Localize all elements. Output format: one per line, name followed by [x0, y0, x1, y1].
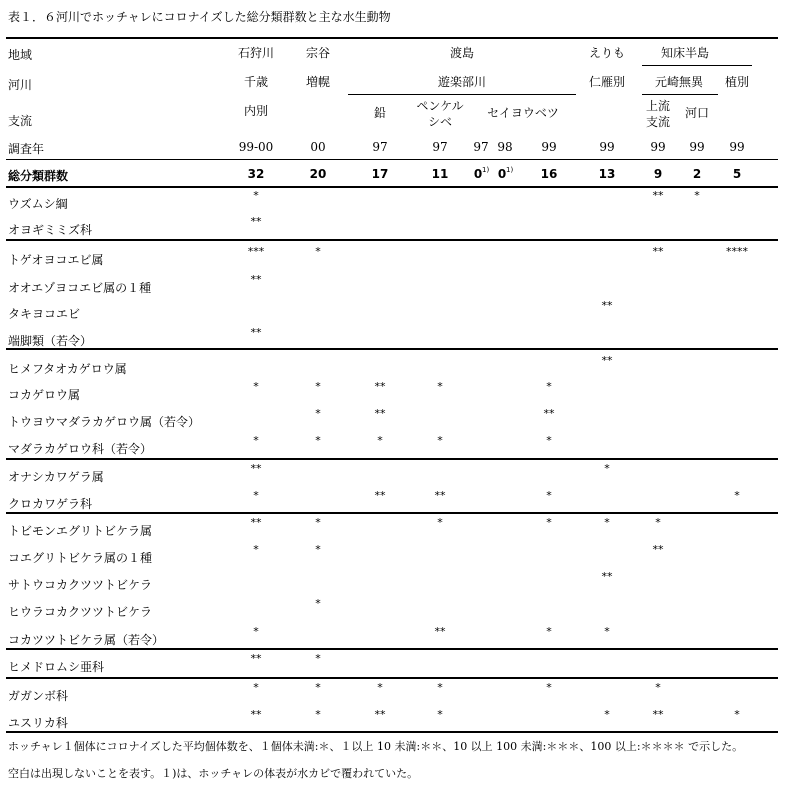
motosaki-rule: [642, 94, 718, 95]
trib-penkerushibe-2: シベ: [427, 115, 453, 129]
group-rule: [6, 348, 778, 350]
abundance-cell: *: [253, 681, 259, 694]
top-rule: [6, 37, 778, 39]
taxon-name: トビモンエグリトビケラ属: [8, 524, 153, 538]
group-rule: [6, 648, 778, 650]
abundance-cell: *: [604, 516, 610, 529]
taxon-name: トゲオヨコエビ属: [8, 253, 104, 267]
river-uebetsu: 植別: [724, 75, 750, 89]
abundance-cell: *: [315, 434, 321, 447]
taxon-name: トウヨウマダラカゲロウ属（若令）: [8, 415, 201, 429]
abundance-cell: *: [253, 380, 259, 393]
bottom-rule: [6, 731, 778, 733]
abundance-cell: **: [601, 570, 613, 583]
abundance-cell: **: [434, 489, 446, 502]
abundance-cell: *: [315, 543, 321, 556]
taxon-name: コカゲロウ属: [8, 388, 81, 402]
abundance-cell: **: [250, 708, 262, 721]
abundance-cell: *: [546, 434, 552, 447]
abundance-cell: *: [315, 380, 321, 393]
year-cell: 97: [432, 140, 448, 154]
trib-kako: 河口: [684, 106, 710, 120]
abundance-cell: *: [546, 625, 552, 638]
river-nikaribetsu: 仁雁別: [588, 75, 626, 89]
abundance-cell: *: [377, 434, 383, 447]
abundance-cell: *: [315, 597, 321, 610]
region-shiretoko: 知床半島: [660, 46, 710, 60]
yurappu-rule: [348, 94, 576, 95]
abundance-cell: **: [374, 407, 386, 420]
abundance-cell: *: [734, 708, 740, 721]
abundance-cell: *: [546, 681, 552, 694]
total-cell: 0: [497, 167, 507, 181]
taxon-name: コエグリトビケラ属の１種: [8, 551, 153, 565]
taxon-name: サトウコカクツツトビケラ: [8, 578, 153, 592]
abundance-cell: **: [250, 326, 262, 339]
abundance-cell: **: [250, 516, 262, 529]
year-cell: 97: [473, 140, 489, 154]
abundance-cell: *: [253, 189, 259, 202]
trib-seiyoubetsu: セイヨウベツ: [487, 106, 559, 120]
trib-namari: 鉛: [373, 106, 387, 120]
abundance-cell: **: [250, 652, 262, 665]
region-oshima: 渡島: [449, 46, 475, 60]
taxon-name: ガガンボ科: [8, 689, 69, 703]
abundance-cell: *: [315, 681, 321, 694]
region-ishikari: 石狩川: [237, 46, 275, 60]
abundance-cell: *: [546, 516, 552, 529]
abundance-cell: *: [315, 516, 321, 529]
abundance-cell: *: [604, 625, 610, 638]
abundance-cell: *: [734, 489, 740, 502]
label-river: 河川: [8, 78, 33, 92]
total-cell: 16: [540, 167, 558, 181]
abundance-cell: *: [437, 516, 443, 529]
taxon-name: オナシカワゲラ属: [8, 470, 104, 484]
abundance-cell: *: [253, 543, 259, 556]
taxon-name: ユスリカ科: [8, 716, 68, 730]
group-rule: [6, 677, 778, 679]
taxon-name: ヒメフタオカゲロウ属: [8, 362, 127, 376]
abundance-cell: ****: [726, 245, 748, 258]
river-yurappu: 遊楽部川: [437, 75, 487, 89]
abundance-cell: *: [315, 245, 321, 258]
label-region: 地域: [8, 48, 33, 62]
abundance-cell: *: [437, 434, 443, 447]
abundance-cell: *: [694, 189, 700, 202]
taxon-name: ヒウラコカクツツトビケラ: [8, 605, 153, 619]
footnote-marker: 1): [506, 166, 514, 174]
abundance-cell: *: [253, 434, 259, 447]
abundance-cell: **: [601, 354, 613, 367]
abundance-cell: *: [655, 681, 661, 694]
abundance-cell: **: [652, 189, 664, 202]
year-rule: [6, 159, 778, 160]
year-cell: 00: [310, 140, 326, 154]
group-rule: [6, 186, 778, 188]
total-cell: 11: [431, 167, 449, 181]
abundance-cell: *: [655, 516, 661, 529]
abundance-cell: **: [374, 708, 386, 721]
abundance-cell: *: [315, 708, 321, 721]
abundance-cell: **: [250, 462, 262, 475]
year-cell: 99: [689, 140, 705, 154]
region-erimo: えりも: [588, 46, 626, 60]
abundance-cell: **: [250, 273, 262, 286]
total-cell: 32: [247, 167, 265, 181]
table-title: 表１．６河川でホッチャレにコロナイズした総分類群数と主な水生動物: [8, 10, 391, 24]
abundance-cell: *: [315, 652, 321, 665]
total-cell: 2: [692, 167, 702, 181]
total-cell: 20: [309, 167, 327, 181]
taxon-name: コカツツトビケラ属（若令）: [8, 633, 165, 647]
river-mashoro: 増幌: [305, 75, 331, 89]
abundance-cell: **: [652, 708, 664, 721]
abundance-cell: *: [315, 407, 321, 420]
abundance-cell: **: [543, 407, 555, 420]
year-cell: 99-00: [238, 140, 274, 154]
taxon-name: ウズムシ綱: [8, 197, 68, 211]
taxon-name: オヨギミミズ科: [8, 223, 93, 237]
group-rule: [6, 458, 778, 460]
label-year: 調査年: [8, 142, 45, 156]
abundance-cell: *: [437, 681, 443, 694]
river-motosaki: 元崎無異: [654, 75, 704, 89]
taxon-name: クロカワゲラ科: [8, 497, 93, 511]
total-cell: 5: [732, 167, 742, 181]
abundance-cell: **: [434, 625, 446, 638]
trib-penkerushibe-1: ペンケル: [416, 99, 464, 113]
region-soya: 宗谷: [305, 46, 331, 60]
year-cell: 99: [599, 140, 615, 154]
taxon-name: マダラカゲロウ科（若令）: [8, 442, 153, 456]
group-rule: [6, 512, 778, 514]
trib-uchibetsu: 内別: [243, 104, 269, 118]
abundance-cell: **: [652, 543, 664, 556]
river-chitose: 千歳: [243, 75, 269, 89]
total-cell: 17: [371, 167, 389, 181]
abundance-cell: **: [601, 299, 613, 312]
abundance-cell: *: [437, 380, 443, 393]
trib-upper-2: 支流: [645, 115, 671, 129]
trib-upper-1: 上流: [645, 99, 671, 113]
abundance-cell: *: [546, 380, 552, 393]
taxon-name: タキヨコエビ: [8, 307, 81, 321]
abundance-cell: *: [437, 708, 443, 721]
year-cell: 99: [650, 140, 666, 154]
taxon-name: 端脚類（若令）: [8, 334, 93, 348]
shiretoko-rule: [642, 65, 752, 66]
year-cell: 99: [541, 140, 557, 154]
abundance-cell: **: [250, 215, 262, 228]
abundance-cell: *: [546, 489, 552, 502]
taxon-name: オオエゾヨコエビ属の１種: [8, 281, 152, 295]
abundance-cell: *: [604, 708, 610, 721]
abundance-cell: **: [374, 380, 386, 393]
total-cell: 0: [473, 167, 483, 181]
abundance-cell: ***: [247, 245, 265, 258]
taxon-name: ヒメドロムシ亜科: [8, 660, 105, 674]
abundance-cell: *: [604, 462, 610, 475]
abundance-cell: **: [374, 489, 386, 502]
year-cell: 99: [729, 140, 745, 154]
year-cell: 97: [372, 140, 388, 154]
group-rule: [6, 239, 778, 241]
abundance-cell: **: [652, 245, 664, 258]
abundance-cell: *: [253, 625, 259, 638]
abundance-cell: *: [253, 489, 259, 502]
year-cell: 98: [497, 140, 513, 154]
label-tributary: 支流: [8, 114, 33, 128]
total-cell: 13: [598, 167, 616, 181]
total-cell: 9: [653, 167, 663, 181]
label-total: 総分類群数: [8, 169, 69, 183]
footnote-marker: 1): [482, 166, 490, 174]
footnote-1: ホッチャレ１個体にコロナイズした平均個体数を、１個体未満:＊、１以上 10 未満:＊＊、10 以上 100 未満:＊＊＊、100 以上:＊＊＊＊ で示した。: [8, 740, 744, 753]
footnote-2: 空白は出現しないことを表す。１)は、ホッチャレの体表が水カビで覆われていた。: [8, 767, 419, 780]
abundance-cell: *: [377, 681, 383, 694]
